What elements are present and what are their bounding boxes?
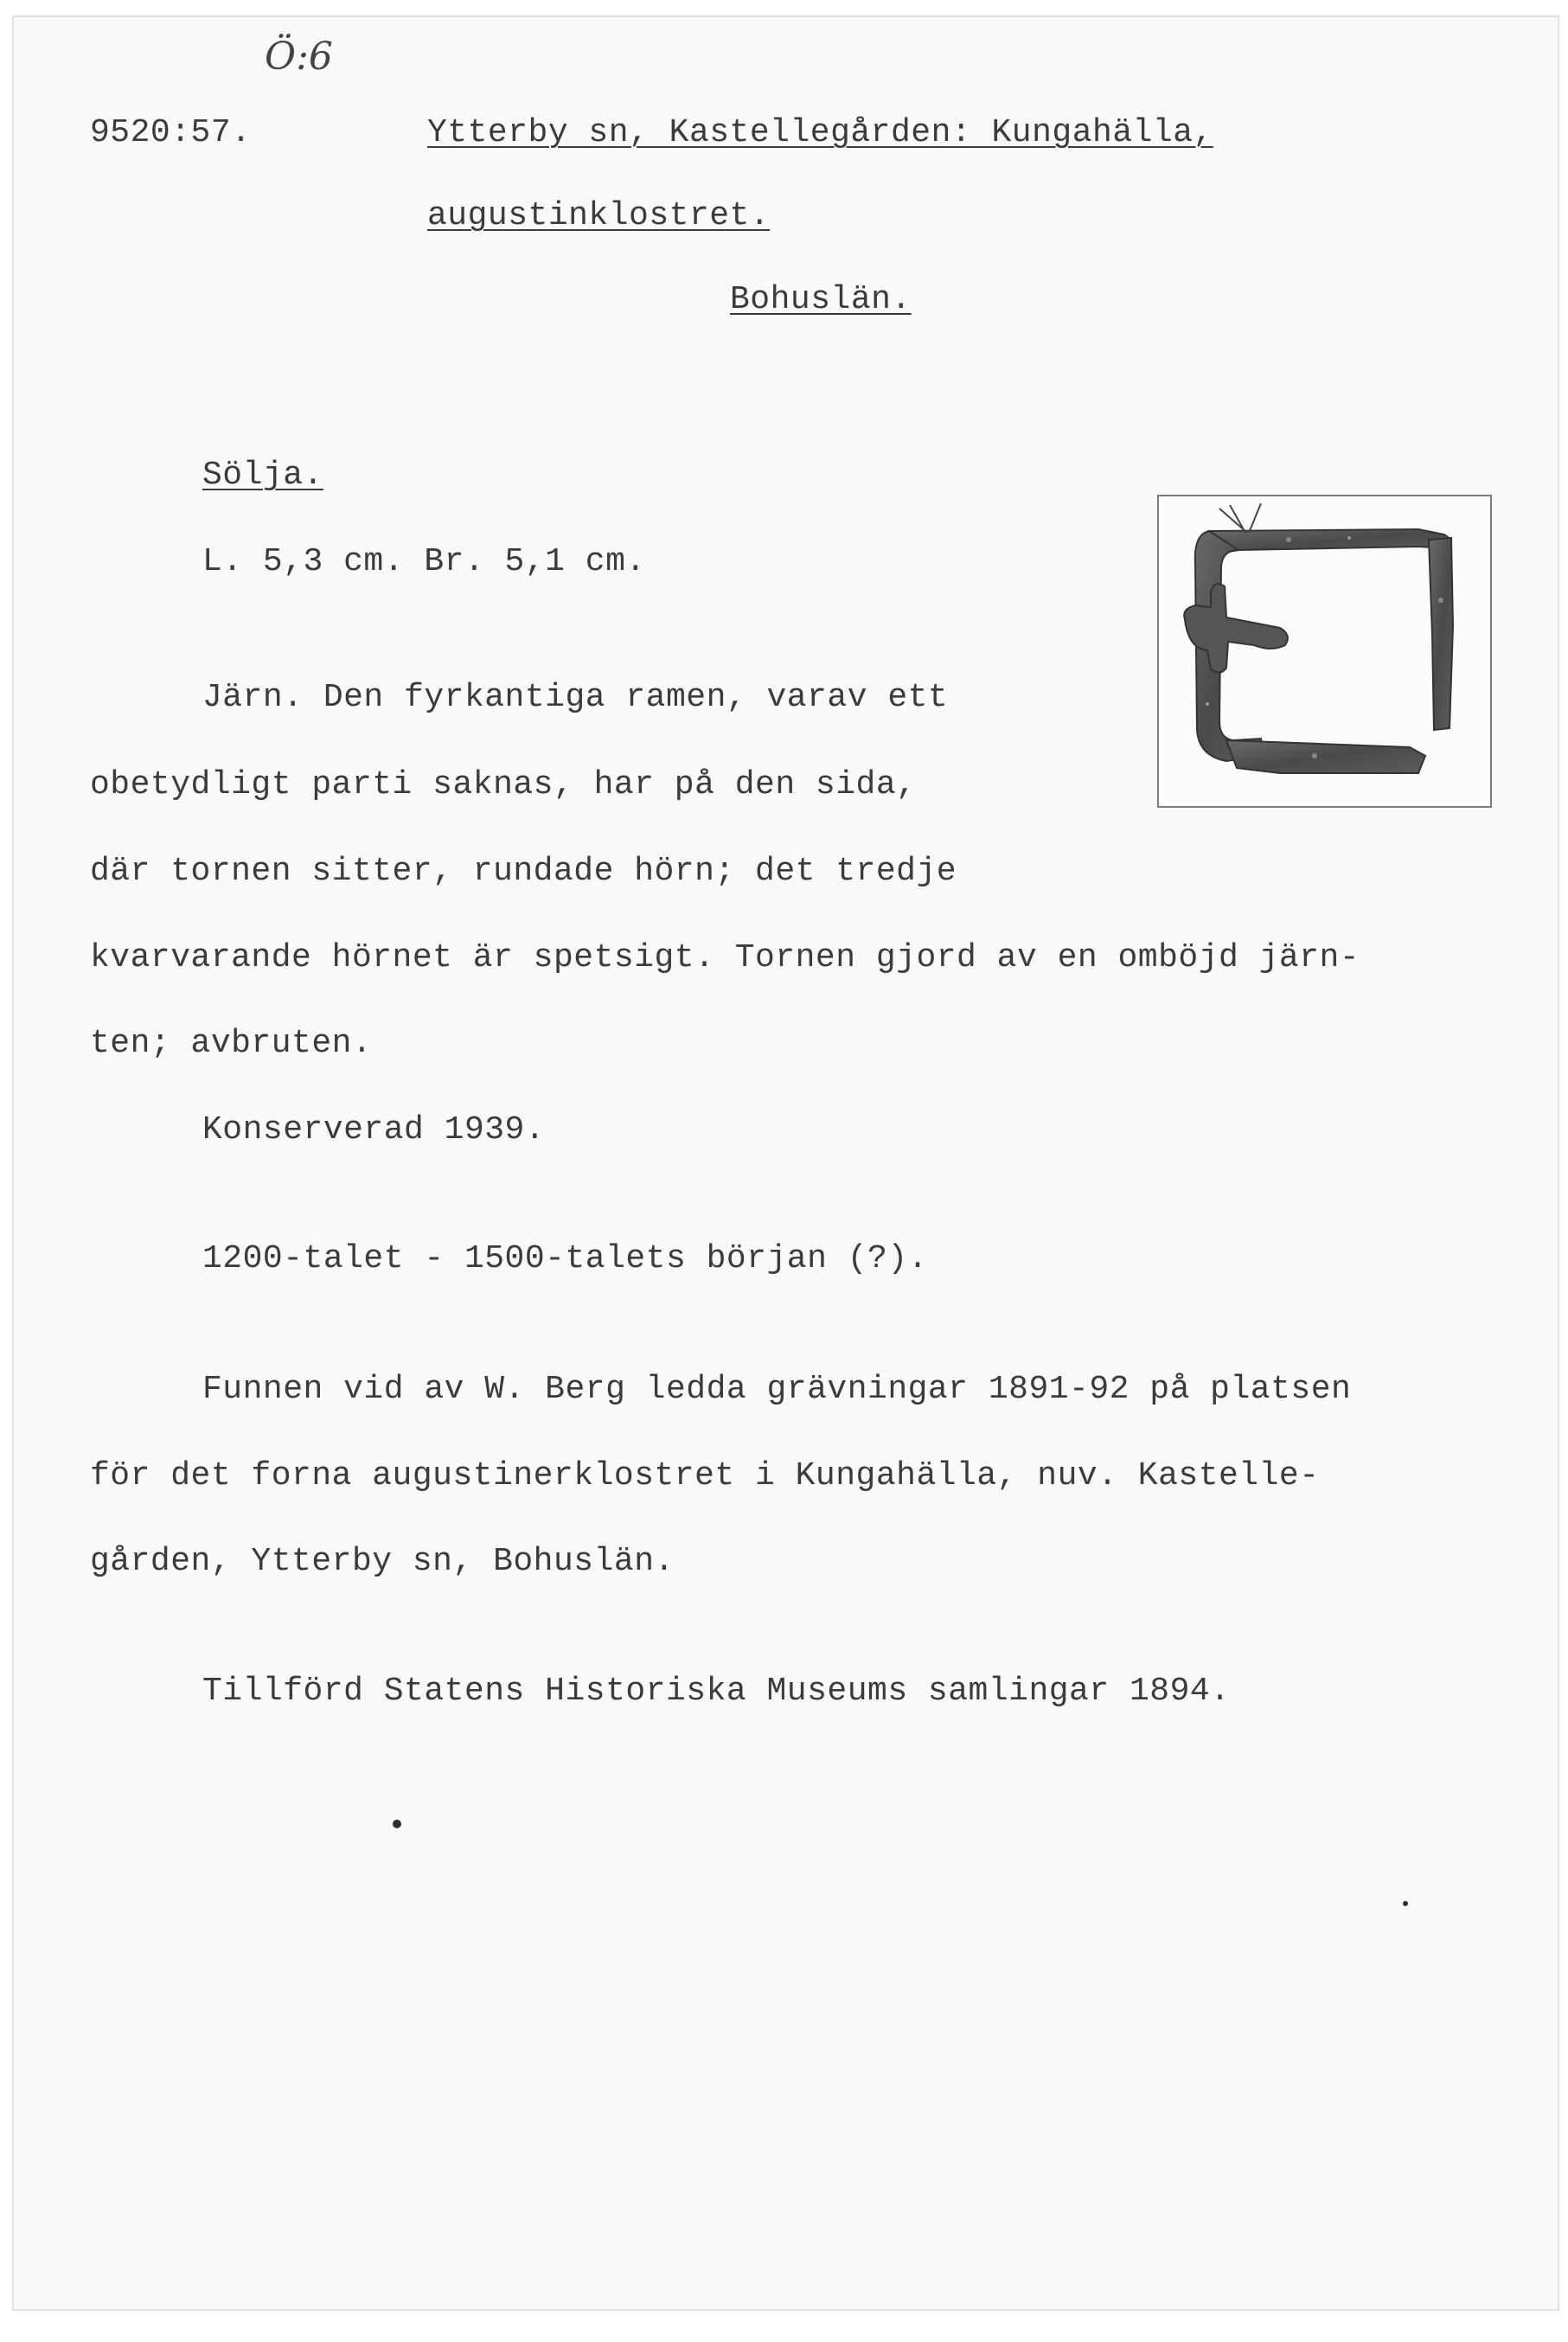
ink-dot xyxy=(393,1820,401,1828)
dimensions: L. 5,3 cm. Br. 5,1 cm. xyxy=(202,543,646,580)
handwritten-code: Ö:6 xyxy=(265,35,333,79)
description-line: där tornen sitter, rundade hörn; det tredje xyxy=(90,853,957,890)
ink-dot xyxy=(1403,1901,1408,1906)
find-context-line: för det forna augustinerklostret i Kungahälla, nuv. Kastelle- xyxy=(90,1457,1320,1494)
province: Bohuslän. xyxy=(730,281,912,318)
description-line: ten; avbruten. xyxy=(90,1025,373,1062)
buckle-illustration xyxy=(1159,496,1490,806)
catalog-card xyxy=(12,16,1559,2311)
description-line: Järn. Den fyrkantiga ramen, varav ett xyxy=(202,679,949,716)
object-name: Sölja. xyxy=(202,457,323,494)
find-context-line: Funnen vid av W. Berg ledda grävningar 1891-92 på platsen xyxy=(202,1371,1352,1408)
catalog-number: 9520:57. xyxy=(90,114,252,151)
dating: 1200-talet - 1500-talets början (?). xyxy=(202,1240,928,1277)
site-line-1: Ytterby sn, Kastellegården: Kungahälla, xyxy=(427,114,1213,151)
conservation: Konserverad 1939. xyxy=(202,1111,546,1149)
description-line: obetydligt parti saknas, har på den sida, xyxy=(90,766,917,803)
site-line-2: augustinklostret. xyxy=(427,197,771,234)
find-context-line: gården, Ytterby sn, Bohuslän. xyxy=(90,1543,675,1580)
iron-buckle-photo xyxy=(1157,495,1492,808)
description-line: kvarvarande hörnet är spetsigt. Tornen gjord av en omböjd järn- xyxy=(90,939,1360,976)
acquisition: Tillförd Statens Historiska Museums samlingar 1894. xyxy=(202,1673,1231,1710)
